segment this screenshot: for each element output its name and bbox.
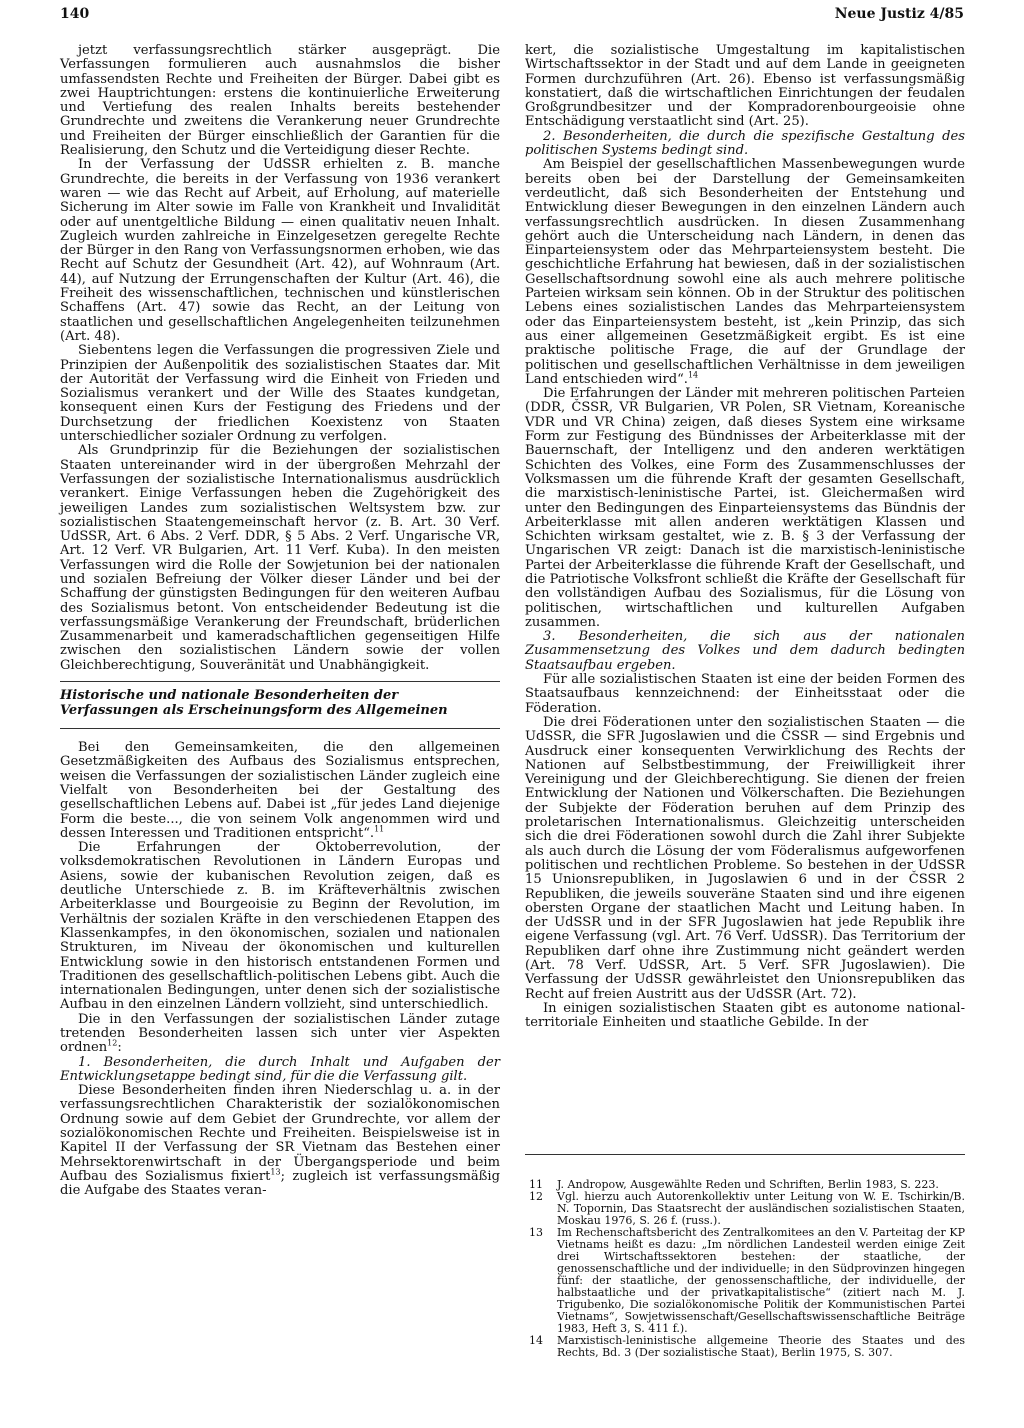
- paragraph-text-cont: ; zugleich ist verfassungsmäßig die Aufgabe des Staates veran-: [60, 1168, 500, 1199]
- page-header: [60, 6, 964, 46]
- paragraph: [525, 158, 965, 387]
- paragraph-text: Die drei Föderationen unter den sozialistischen Staaten — die UdSSR, die SFR Jugoslawien und die ČSSR — sind Ergebnis und Ausdruck einer konsequenten Verwirklichung des Rechts der Nationen auf Selbstbestimmung, der Freiwilligkeit ihrer Vereinigung und der Gleichberechtigung. Sie dienen der freien Entwicklung der Nationen und Völkerschaften. Die Beziehungen der Subjekte der Föderation beruhen auf dem Prinzip des proletarischen Internationalismus. Gleichzeitig unterscheiden sich die drei Föderationen sowohl durch die Zahl ihrer Subjekte als auch durch die Lösung der vom Föderalismus aufgeworfenen politischen und rechtlichen Probleme. So bestehen in der UdSSR 15 Unionsrepubliken, in Jugoslawien 6 und in der ČSSR 2 Republiken, die jeweils souveräne Staaten sind und ihre eigenen obersten Organe der staatlichen Macht und Leitung haben. In der UdSSR und in der SFR Jugoslawien hat jede Republik ihre eigene Verfassung (vgl. Art. 76 Verf. UdSSR). Das Territorium der Republiken darf ohne ihre Zustimmung nicht geändert werden (Art. 78 Verf. UdSSR, Art. 5 Verf. SFR Jugoslawien). Die Verfassung der UdSSR gewährleistet den Unionsrepubliken das Recht auf freien Austritt aus der UdSSR (Art. 72).: [525, 714, 965, 1002]
- paragraph: [525, 44, 965, 130]
- paragraph: [60, 44, 500, 158]
- footnote-number: 14: [529, 1334, 543, 1347]
- footnote-ref: 13: [270, 1167, 281, 1177]
- paragraph-text: In der Verfassung der UdSSR erhielten z. B. manche Grundrechte, die bereits in der Verfassung von 1936 verankert waren — wie das Recht auf Arbeit, auf Erholung, auf materielle Sicherung im Alter sowie im Falle von Krankheit und Invalidität oder auf unentgeltliche Bildung — einen qualitativ neuen Inhalt. Zugleich wurden zahlreiche in Einzelgesetzen geregelte Rechte der Bürger in den Rang von Verfassungsnormen erhoben, wie das Recht auf Schutz der Gesundheit (Art. 42), auf Wohnraum (Art. 44), auf Nutzung der Errungenschaften der Kultur (Art. 46), die Freiheit des wissenschaftlichen, technischen und künstlerischen Schaffens (Art. 47) sowie das Recht, an der Leitung von staatlichen und gesellschaftlichen Angelegenheiten teilzunehmen (Art. 48).: [60, 157, 500, 344]
- subsection-heading: 3. Besonderheiten, die sich aus der nationalen Zusammensetzung des Volkes und dem dadurch bedingten Staatsaufbau ergeben.: [525, 629, 965, 673]
- footnote-number: 13: [529, 1226, 543, 1239]
- paragraph: [60, 444, 500, 673]
- subsection-heading: 1. Besonderheiten, die durch Inhalt und Aufgaben der Entwicklungsetappe bedingt sind, für die die Verfassung gilt.: [60, 1054, 500, 1084]
- paragraph: [525, 387, 965, 630]
- footnote-text: J. Andropow, Ausgewählte Reden und Schriften, Berlin 1983, S. 223.: [557, 1178, 939, 1191]
- footnote-text: Marxistisch-leninistische allgemeine Theorie des Staates und des Rechts, Bd. 3 (Der sozialistische Staat), Berlin 1975, S. 307.: [557, 1334, 965, 1359]
- paragraph-text: Siebentens legen die Verfassungen die progressiven Ziele und Prinzipien der Außenpolitik des sozialistischen Staates dar. Mit der Autorität der Verfassung wird die Einheit von Frieden und Sozialismus verankert und der Wille des Staates kundgetan, konsequent einen Kurs der Festigung des Friedens und der Durchsetzung der friedlichen Koexistenz von Staaten unterschiedlicher sozialer Ordnung zu verfolgen.: [60, 343, 500, 445]
- paragraph-text: Die Erfahrungen der Oktoberrevolution, der volksdemokratischen Revolutionen in Ländern Europas und Asiens, sowie der kubanischen Revolution zeigen, daß es deutliche Unterschiede z. B. im Kräfteverhältnis zwischen Arbeiterklasse und Bourgeoisie zu Beginn der Revolution, im Verhältnis der sozialen Kräfte in den verschiedenen Etappen des Klassenkampfes, in den ökonomischen, sozialen und nationalen Strukturen, im Niveau der ökonomischen und kulturellen Entwicklung sowie in den historisch entstandenen Formen und Traditionen des gesellschaftlich-politischen Lebens gibt. Auch die internationalen Bedingungen, unter denen sich der sozialistische Aufbau in den einzelnen Ländern vollzieht, sind unterschiedlich.: [60, 840, 500, 1013]
- footnote-text: Im Rechenschaftsbericht des Zentralkomitees an den V. Parteitag der KP Vietnams heißt es dazu: „Im nördlichen Landesteil werden einige Zeit drei Wirtschaftssektoren bestehen: der staatliche, der genossenschaftliche und der individuelle; in den Südprovinzen hingegen fünf: der staatliche, der genossenschaftliche, der individuelle, der halbstaatliche und der privatkapitalistische“ (zitiert nach M. J. Trigubenko, Die sozialökonomische Politik der Kommunistischen Partei Vietnams“, Sowjetwissenschaft/Gesellschaftswissenschaftliche Beiträge 1983, Heft 3, S. 411 f.).: [557, 1226, 965, 1335]
- paragraph: [525, 716, 965, 1002]
- footnote: [525, 1227, 965, 1335]
- paragraph: [60, 841, 500, 1013]
- footnote-ref: 11: [374, 824, 385, 834]
- footnote-ref: 12: [107, 1038, 118, 1048]
- paragraph-text: Am Beispiel der gesellschaftlichen Massenbewegungen wurde bereits oben bei der Darstellung der Gemeinsamkeiten verdeutlicht, daß sich Besonderheiten der Entstehung und Entwicklung dieser Bewegungen in den einzelnen Ländern auch verfassungsrechtlich ausdrücken. In diesen Zusammenhang gehört auch die Unterscheidung nach Ländern, in denen das Einparteiensystem oder das Mehrparteiensystem besteht. Die geschichtliche Erfahrung hat bewiesen, daß in der sozialistischen Gesellschaftsordnung sowohl eine als auch mehrere politische Parteien wirksam sein können. Ob in der Struktur des politischen Lebens eines sozialistischen Landes das Mehrparteiensystem oder das Einparteiensystem besteht, ist „kein Prinzip, das sich aus einer allgemeinen Gesetzmäßigkeit ergibt. Es ist eine praktische politische Frage, die auf der Grundlage der politischen und gesellschaftlichen Verhältnisse in dem jeweiligen Land entschieden wird“.: [525, 157, 965, 387]
- footnotes: [525, 1154, 965, 1359]
- paragraph: [60, 344, 500, 444]
- page-number: 140: [60, 6, 90, 22]
- paragraph-text: Bei den Gemeinsamkeiten, die den allgemeinen Gesetzmäßigkeiten des Aufbaus des Sozialismus entsprechen, weisen die Verfassungen der sozialistischen Länder zugleich eine Vielfalt von Besonderheiten bei der Gestaltung des gesellschaftlichen Lebens auf. Dabei ist „für jedes Land diejenige Form die beste..., die von seinem Volk angenommen wird und dessen Interessen und Traditionen entspricht“.: [60, 740, 500, 841]
- paragraph-text: Die Erfahrungen der Länder mit mehreren politischen Parteien (DDR, ČSSR, VR Bulgarien, VR Polen, SR Vietnam, Koreanische VDR und VR China) zeigen, daß dieses System eine wirksame Form zur Festigung des Bündnisses der Arbeiterklasse mit der Bauernschaft, der Intelligenz und den anderen werktätigen Schichten des Volkes, eine Form des Zusammenschlusses der Volksmassen um die führende Kraft der gesamten Gesellschaft, die marxistisch-leninistische Partei, ist. Gleichermaßen wird unter den Bedingungen des Einparteiensystems das Bündnis der Arbeiterklasse mit allen anderen werktätigen Klassen und Schichten wirksam gestaltet, wie z. B. § 3 der Verfassung der Ungarischen VR zeigt: Danach ist die marxistisch-leninistische Partei der Arbeiterklasse die führende Kraft der Gesellschaft, und die Patriotische Volksfront schließt die Kräfte der Gesellschaft für den vollständigen Aufbau des Sozialismus, für die Lösung von politischen, wirtschaftlichen und kulturellen Aufgaben zusammen.: [525, 386, 965, 630]
- paragraph-text-cont: :: [117, 1040, 122, 1056]
- paragraph-text: Für alle sozialistischen Staaten ist eine der beiden Formen des Staatsaufbaus kennzeichnend: der Einheitsstaat oder die Föderation.: [525, 672, 965, 716]
- subsection-heading: 2. Besonderheiten, die durch die spezifische Gestaltung des politischen Systems bedingt sind.: [525, 128, 965, 159]
- paragraph-text: jetzt verfassungsrechtlich stärker ausgeprägt. Die Verfassungen formulieren auch ausnahmslos die bisher umfassendsten Rechte und Freiheiten der Bürger. Dabei gibt es zwei Hauptrichtungen: erstens die kontinuierliche Erweiterung und Vertiefung des realen Inhalts bereits bestehender Grundrechte und zweitens die Verankerung neuer Grundrechte und Freiheiten der Bürger einschließlich der Garantien für die Realisierung, den Schutz und die Verteidigung dieser Rechte.: [60, 43, 500, 159]
- paragraph-text: In einigen sozialistischen Staaten gibt es autonome national-territoriale Einheiten und staatliche Gebilde. In der: [525, 1000, 965, 1031]
- section-heading: Historische und nationale Besonderheiten der Verfassungen als Erscheinungsform des Allgemeinen: [60, 681, 500, 729]
- footnote-number: 11: [529, 1178, 543, 1191]
- journal-title: Neue Justiz 4/85: [834, 6, 964, 22]
- paragraph: [525, 1002, 965, 1031]
- footnote-number: 12: [529, 1190, 543, 1203]
- paragraph: [60, 1013, 500, 1056]
- paragraph: [60, 1084, 500, 1198]
- footnote-ref: 14: [687, 370, 699, 380]
- paragraph: [525, 673, 965, 716]
- paragraph-text: kert, die sozialistische Umgestaltung im kapitalistischen Wirtschaftssektor in der Stadt und auf dem Lande in geeigneten Formen durchzuführen (Art. 26). Ebenso ist verfassungsmäßig konstatiert, daß die wirtschaftlichen Einrichtungen der feudalen Großgrundbesitzer und der Kompradorenbourgeoisie ohne Entschädigung verstaatlicht sind (Art. 25).: [525, 43, 965, 130]
- paragraph: [60, 741, 500, 841]
- paragraph: [60, 158, 500, 344]
- footnote: [525, 1335, 965, 1359]
- left-column: [60, 44, 500, 1199]
- footnote: [525, 1191, 965, 1227]
- paragraph-text: Diese Besonderheiten finden ihren Niederschlag u. a. in der verfassungsrechtlichen Charakteristik der sozialökonomischen Ordnung sowie auf dem Gebiet der Grundrechte, vor allem der sozialökonomischen Rechte und Freiheiten. Beispielsweise ist in Kapitel II der Verfassung der SR Vietnam das Bestehen einer Mehrsektorenwirtschaft in der Übergangsperiode und beim Aufbau des Sozialismus fixiert: [60, 1083, 500, 1184]
- paragraph-text: Die in den Verfassungen der sozialistischen Länder zutage tretenden Besonderheiten lassen sich unter vier Aspekten ordnen: [60, 1011, 500, 1056]
- right-column: [525, 44, 965, 1030]
- paragraph-text: Als Grundprinzip für die Beziehungen der sozialistischen Staaten untereinander wird in der übergroßen Mehrzahl der Verfassungen der sozialistische Internationalismus ausdrücklich verankert. Einige Verfassungen heben die Zugehörigkeit des jeweiligen Landes zum sozialistischen Weltsystem bzw. zur sozialistischen Staatengemeinschaft hervor (z. B. Art. 30 Verf. UdSSR, Art. 6 Abs. 2 Verf. DDR, § 5 Abs. 2 Verf. Ungarische VR, Art. 12 Verf. VR Bulgarien, Art. 11 Verf. Kuba). In den meisten Verfassungen wird die Rolle der Sowjetunion bei der nationalen und sozialen Befreiung der Völker dieser Länder und bei der Schaffung der günstigsten Bedingungen für den weiteren Aufbau des Sozialismus betont. Von entscheidender Bedeutung ist die verfassungsmäßige Verankerung der Freundschaft, brüderlichen Zusammenarbeit und kameradschaftlichen gegenseitigen Hilfe zwischen den sozialistischen Ländern sowie der vollen Gleichberechtigung, Souveränität und Unabhängigkeit.: [60, 443, 500, 673]
- footnote-text: Vgl. hierzu auch Autorenkollektiv unter Leitung von W. E. Tschirkin/B. N. Topornin, Das Staatsrecht der ausländischen sozialistischen Staaten, Moskau 1976, S. 26 f. (russ.).: [557, 1190, 965, 1227]
